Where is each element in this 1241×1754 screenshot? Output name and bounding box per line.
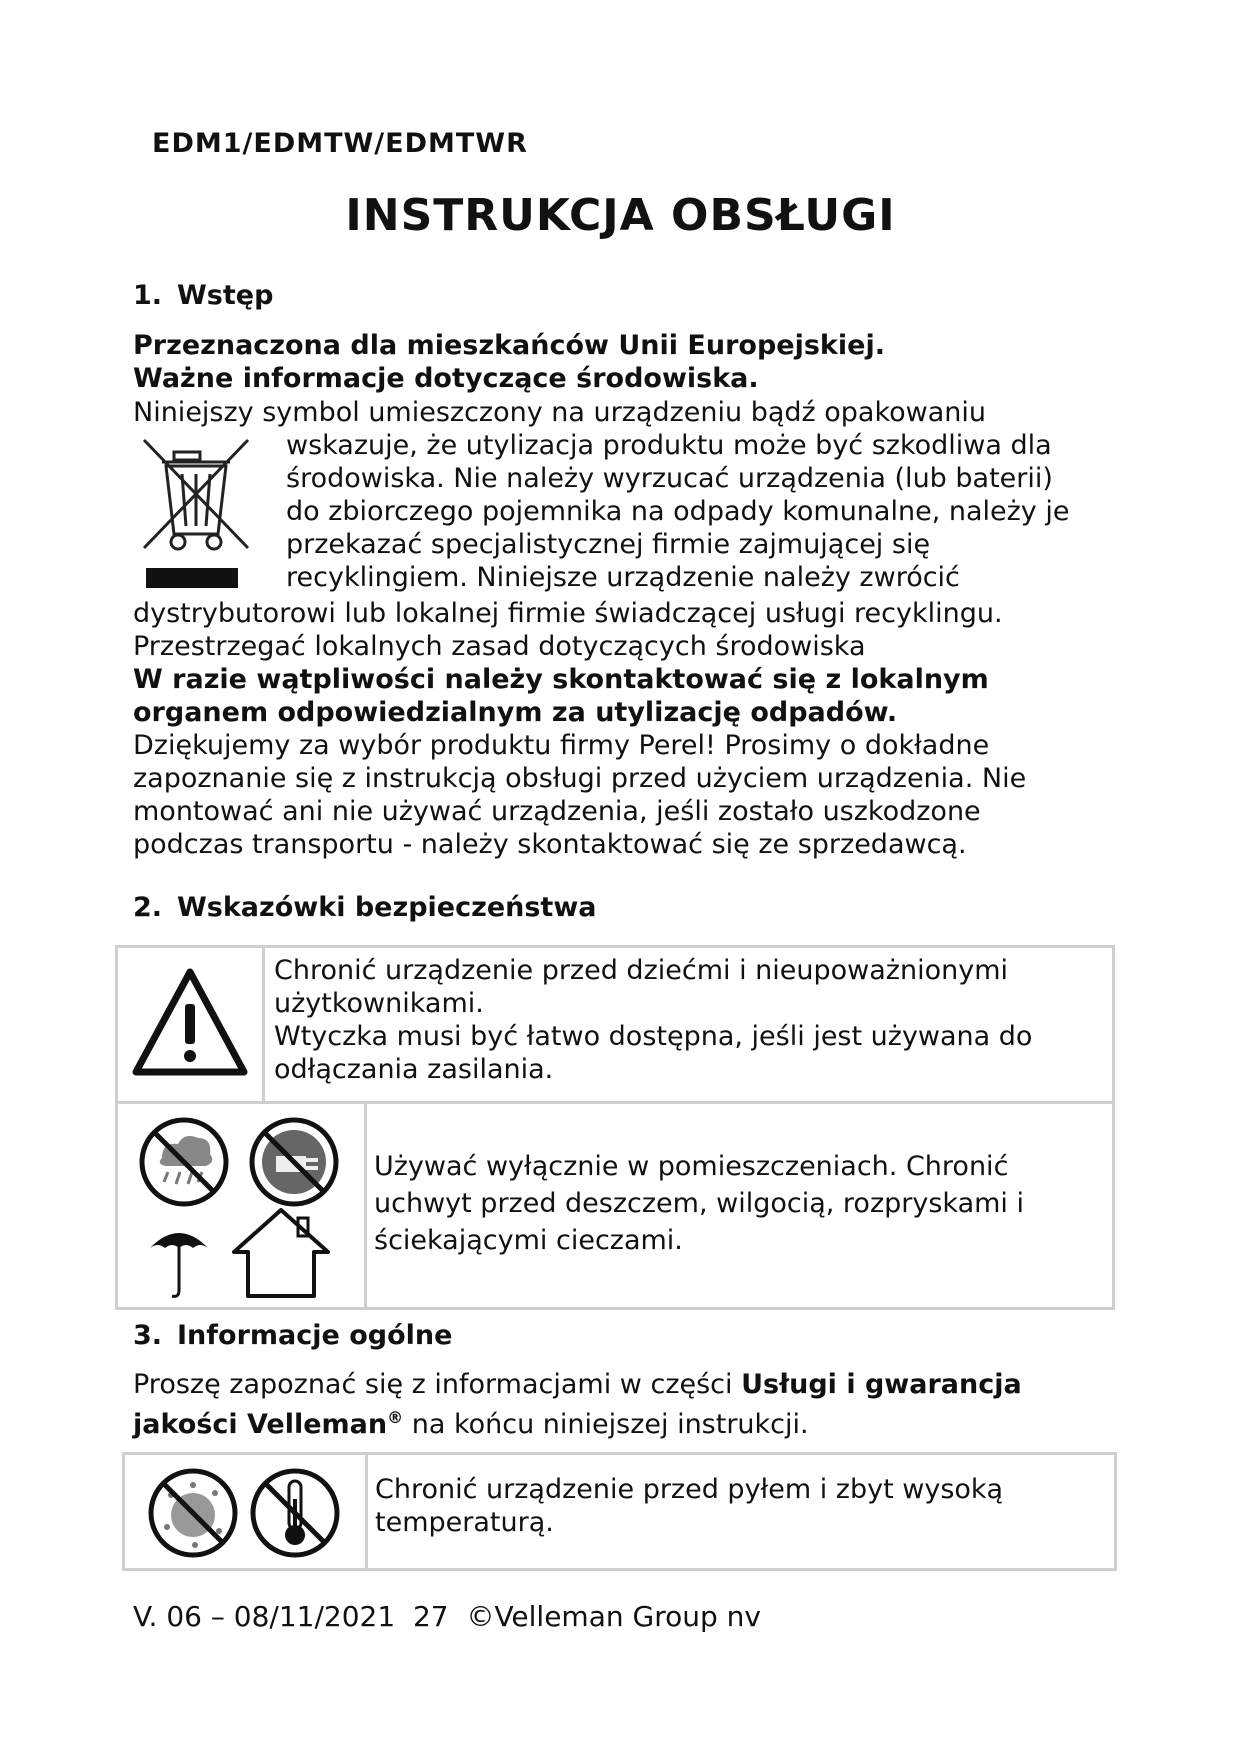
section-number: 1. bbox=[133, 280, 163, 311]
section-number: 2. bbox=[133, 892, 163, 923]
general-row-dust-heat bbox=[122, 1452, 1117, 1571]
text-line: uchwyt przed deszczem, wilgocią, rozpryskami i bbox=[374, 1188, 1025, 1219]
paragraph-line: Przestrzegać lokalnych zasad dotyczących środowiska bbox=[133, 631, 866, 662]
general-info-paragraph bbox=[133, 1368, 1093, 1441]
model-number: EDM1/EDMTW/EDMTWR bbox=[152, 128, 528, 159]
text-line: Chronić urządzenie przed pyłem i zbyt wysoką bbox=[375, 1474, 1004, 1505]
no-water-plug-icon bbox=[246, 1114, 342, 1210]
section-2-heading bbox=[133, 892, 597, 923]
paragraph-line: Niniejszy symbol umieszczony na urządzeniu bądź opakowaniu bbox=[133, 397, 987, 428]
safety-row-indoor bbox=[115, 1101, 1115, 1310]
text-line: Chronić urządzenie przed dziećmi i nieupoważnionymi bbox=[274, 955, 1008, 986]
text-line: odłączania zasilania. bbox=[274, 1054, 554, 1085]
environment-info-line: Ważne informacje dotyczące środowiska. bbox=[133, 363, 759, 394]
text-line: ściekającymi cieczami. bbox=[374, 1225, 683, 1256]
paragraph-line: recyklingiem. Niniejsze urządzenie należy zwrócić bbox=[286, 562, 960, 593]
paragraph-line: przekazać specjalistycznej firmie zajmującej się bbox=[286, 529, 931, 560]
copyright: ©Velleman Group nv bbox=[466, 1600, 761, 1633]
page-title: INSTRUKCJA OBSŁUGI bbox=[345, 190, 896, 241]
text-run: Proszę zapoznać się z informacjami w części bbox=[133, 1369, 733, 1400]
section-title: Wstęp bbox=[177, 280, 274, 311]
no-dust-icon bbox=[145, 1465, 241, 1561]
text-line: użytkownikami. bbox=[274, 988, 484, 1019]
contact-authority-line: organem odpowiedzialnym za utylizację odpadów. bbox=[133, 697, 898, 728]
paragraph-line: dystrybutorowi lub lokalnej firmie świadczącej usługi recyklingu. bbox=[133, 598, 1003, 629]
no-heat-thermometer-icon bbox=[247, 1465, 343, 1561]
section-title: Informacje ogólne bbox=[177, 1320, 453, 1351]
text-run-bold: Usługi i gwarancja bbox=[741, 1369, 1022, 1400]
umbrella-icon bbox=[146, 1218, 212, 1302]
text-line: Wtyczka musi być łatwo dostępna, jeśli jest używana do bbox=[274, 1021, 1033, 1052]
safety-text bbox=[274, 954, 1032, 1086]
indoor-house-icon bbox=[226, 1204, 336, 1302]
contact-authority-line: W razie wątpliwości należy skontaktować się z lokalnym bbox=[133, 664, 989, 695]
text-line: Używać wyłącznie w pomieszczeniach. Chronić bbox=[374, 1151, 1009, 1182]
paragraph-line: wskazuje, że utylizacja produktu może być szkodliwa dla bbox=[286, 430, 1052, 461]
thanks-line: montować ani nie używać urządzenia, jeśli zostało uszkodzone bbox=[133, 796, 981, 827]
safety-text bbox=[375, 1473, 1003, 1539]
safety-row-children bbox=[115, 945, 1115, 1104]
weee-bin-icon bbox=[138, 436, 254, 596]
paragraph-line: do zbiorczego pojemnika na odpady komunalne, należy je bbox=[286, 496, 1070, 527]
safety-text bbox=[374, 1148, 1024, 1259]
no-rain-icon bbox=[136, 1114, 232, 1210]
section-1-heading bbox=[133, 280, 273, 311]
page-number: 27 bbox=[412, 1600, 449, 1633]
section-title: Wskazówki bezpieczeństwa bbox=[177, 892, 597, 923]
section-3-heading bbox=[133, 1320, 452, 1351]
version-date: V. 06 – 08/11/2021 bbox=[133, 1600, 396, 1633]
text-run-bold: jakości Velleman bbox=[133, 1409, 388, 1440]
thanks-line: zapoznanie się z instrukcją obsługi przed użyciem urządzenia. Nie bbox=[133, 763, 1027, 794]
thanks-line: Dziękujemy za wybór produktu firmy Perel! Prosimy o dokładne bbox=[133, 730, 990, 761]
footer bbox=[133, 1600, 761, 1633]
registered-mark: ® bbox=[387, 1408, 404, 1427]
thanks-line: podczas transportu - należy skontaktować się ze sprzedawcą. bbox=[133, 829, 967, 860]
text-line: temperaturą. bbox=[375, 1507, 554, 1538]
warning-triangle-icon bbox=[128, 962, 252, 1084]
eu-residents-line: Przeznaczona dla mieszkańców Unii Europejskiej. bbox=[133, 330, 885, 361]
paragraph-line: środowiska. Nie należy wyrzucać urządzenia (lub baterii) bbox=[286, 463, 1053, 494]
text-run: na końcu niniejszej instrukcji. bbox=[403, 1409, 809, 1440]
section-number: 3. bbox=[133, 1320, 163, 1351]
